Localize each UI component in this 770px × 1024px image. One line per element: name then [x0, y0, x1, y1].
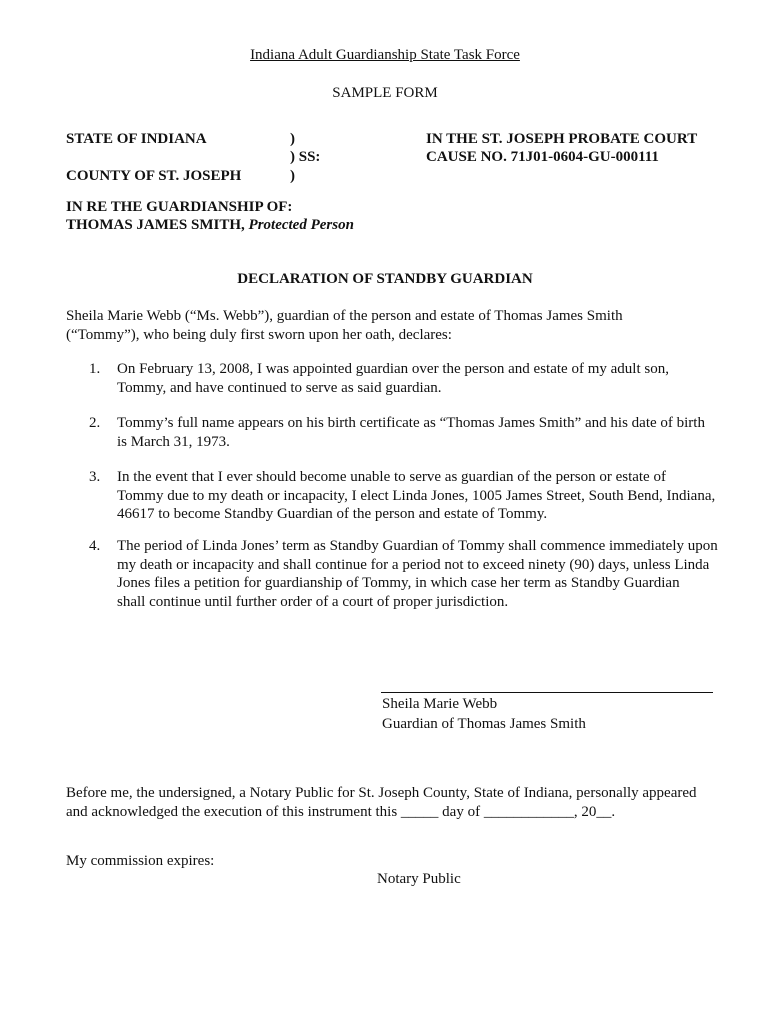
item-line: On February 13, 2008, I was appointed guardian over the person and estate of my adult son,: [117, 361, 669, 377]
item-line: 46617 to become Standby Guardian of the person and estate of Tommy.: [117, 506, 548, 522]
item-number: 2.: [89, 415, 101, 431]
declaration-item-1: [80, 360, 720, 397]
sample-form-label: SAMPLE FORM: [332, 85, 438, 101]
declaration-item-3: [80, 468, 720, 524]
state-label: STATE OF INDIANA: [66, 131, 207, 147]
document-title: DECLARATION OF STANDBY GUARDIAN: [237, 271, 533, 287]
in-re-label: IN RE THE GUARDIANSHIP OF:: [66, 199, 293, 215]
signature-line[interactable]: [381, 692, 713, 693]
intro-line-2: (“Tommy”), who being duly first sworn upon her oath, declares:: [66, 327, 452, 343]
court-name: IN THE ST. JOSEPH PROBATE COURT: [426, 131, 698, 147]
item-number: 4.: [89, 538, 101, 554]
signer-name: Sheila Marie Webb: [382, 696, 498, 712]
declaration-item-4: [80, 537, 720, 611]
item-line: The period of Linda Jones’ term as Standby Guardian of Tommy shall commence immediately upon: [117, 538, 718, 554]
task-force-heading: Indiana Adult Guardianship State Task Force: [250, 47, 520, 63]
item-line: Jones files a petition for guardianship of Tommy, in which case her term as Standby Guardian: [117, 575, 680, 591]
notary-paragraph: [66, 784, 697, 822]
cause-number: CAUSE NO. 71J01-0604-GU-000111: [426, 149, 659, 165]
item-line: shall continue until further order of a court of proper jurisdiction.: [117, 593, 509, 610]
caption-paren-1: ): [290, 131, 295, 147]
item-line: is March 31, 1973.: [117, 433, 230, 450]
notary-line-2: and acknowledged the execution of this instrument this _____ day of ____________, 20__.: [66, 804, 616, 820]
notary-public-label: Notary Public: [377, 871, 461, 887]
commission-expires-label: My commission expires:: [66, 853, 215, 869]
protected-person-role: Protected Person: [248, 217, 354, 233]
item-line: Tommy’s full name appears on his birth certificate as “Thomas James Smith” and his date of birth: [117, 415, 705, 431]
county-label: COUNTY OF ST. JOSEPH: [66, 168, 242, 184]
protected-person-name: THOMAS JAMES SMITH,: [66, 217, 245, 233]
item-line: Tommy, and have continued to serve as said guardian.: [117, 379, 442, 396]
intro-line-1: Sheila Marie Webb (“Ms. Webb”), guardian of the person and estate of Thomas James Smith: [66, 308, 623, 324]
item-line: Tommy due to my death or incapacity, I elect Linda Jones, 1005 James Street, South Bend, Indiana,: [117, 487, 716, 504]
signer-title: Guardian of Thomas James Smith: [382, 716, 586, 732]
protected-person-line: [66, 217, 354, 234]
declaration-item-2: [80, 414, 720, 451]
notary-line-1: Before me, the undersigned, a Notary Public for St. Joseph County, State of Indiana, personally appeared: [66, 785, 697, 801]
item-line: In the event that I ever should become unable to serve as guardian of the person or estate of: [117, 469, 666, 485]
caption-paren-ss: ) SS:: [290, 149, 321, 165]
item-number: 1.: [89, 361, 101, 377]
item-number: 3.: [89, 469, 101, 485]
item-line: my death or incapacity and shall continue for a period not to exceed ninety (90) days, unless Linda: [117, 556, 710, 573]
intro-paragraph: [66, 307, 623, 345]
caption-paren-3: ): [290, 168, 295, 184]
